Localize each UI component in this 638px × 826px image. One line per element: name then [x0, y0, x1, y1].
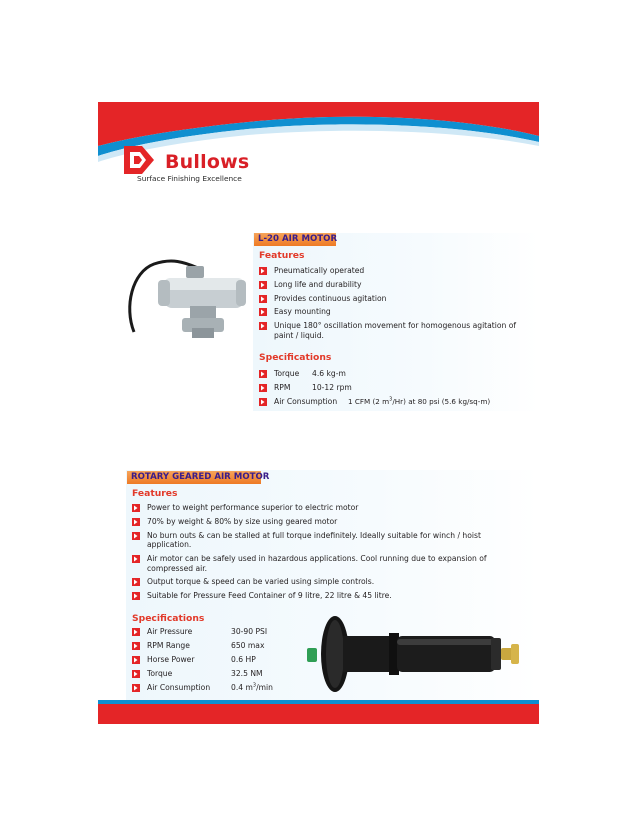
- l20-features-list: [259, 266, 529, 345]
- l20-features-heading: Features: [259, 250, 305, 261]
- bullet-icon: [259, 384, 267, 392]
- list-item: Unique 180° oscillation movement for homogenous agitation of paint / liquid.: [259, 321, 529, 340]
- footer-banner: [98, 700, 539, 724]
- rotary-spec-horse-power: [132, 655, 302, 665]
- bullet-icon: [132, 592, 140, 600]
- bullet-icon: [132, 684, 140, 692]
- bullet-icon: [259, 267, 267, 275]
- spec-label: RPM Range: [147, 641, 190, 650]
- l20-air-motor-image: [124, 252, 248, 344]
- bullet-icon: [259, 370, 267, 378]
- list-item: 70% by weight & 80% by size using geared motor: [132, 517, 492, 527]
- bullet-icon: [259, 308, 267, 316]
- list-item: Power to weight performance superior to electric motor: [132, 503, 492, 513]
- list-item: Air motor can be safely used in hazardous applications. Cool running due to expansion of compressed air.: [132, 554, 492, 573]
- rotary-air-motor-image: [305, 614, 525, 694]
- spec-label: Torque: [274, 369, 300, 378]
- rotary-spec-rpm-range: [132, 641, 302, 651]
- bullet-icon: [259, 281, 267, 289]
- bullet-icon: [132, 504, 140, 512]
- spec-value: 650 max: [231, 641, 265, 650]
- bullows-logo-icon: [121, 143, 159, 177]
- rotary-specs-heading: Specifications: [132, 613, 205, 624]
- list-item: Suitable for Pressure Feed Container of 9 litre, 22 litre & 45 litre.: [132, 591, 492, 601]
- l20-tag: L-20 AIR MOTOR: [254, 233, 336, 246]
- spec-label: RPM: [274, 383, 291, 392]
- bullet-icon: [132, 532, 140, 540]
- bullet-icon: [132, 578, 140, 586]
- spec-label: Horse Power: [147, 655, 195, 664]
- list-item: Output torque & speed can be varied using simple controls.: [132, 577, 492, 587]
- bullet-icon: [132, 518, 140, 526]
- l20-spec-rpm: [259, 383, 529, 393]
- list-item: No burn outs & can be stalled at full torque indefinitely. Ideally suitable for winch / hoist application.: [132, 531, 492, 550]
- bullet-icon: [259, 398, 267, 406]
- l20-specs-heading: Specifications: [259, 352, 332, 363]
- bullet-icon: [132, 670, 140, 678]
- spec-label: Air Consumption: [147, 683, 211, 692]
- rotary-features-heading: Features: [132, 488, 178, 499]
- spec-value: 10-12 rpm: [312, 383, 352, 392]
- rotary-spec-torque: [132, 669, 302, 679]
- bullet-icon: [132, 656, 140, 664]
- rotary-spec-air-pressure: [132, 627, 302, 637]
- spec-value: 0.4 $m^3/\min$: [231, 682, 273, 692]
- spec-value: 32.5 NM: [231, 669, 263, 678]
- spec-value: 0.6 HP: [231, 655, 256, 664]
- l20-spec-torque: [259, 369, 529, 379]
- spec-value: 1 CFM (2 $m^3/Hr$) at 80 psi (5.6 kg/sq-m): [348, 396, 491, 406]
- l20-spec-air-consumption: [259, 397, 534, 407]
- rotary-spec-air-consumption: [132, 683, 302, 693]
- list-item: Long life and durability: [259, 280, 529, 290]
- spec-value: 30-90 PSI: [231, 627, 268, 636]
- bullet-icon: [259, 295, 267, 303]
- spec-label: Air Consumption: [274, 397, 338, 406]
- list-item: Pneumatically operated: [259, 266, 529, 276]
- list-item: Easy mounting: [259, 307, 529, 317]
- bullet-icon: [132, 628, 140, 636]
- brand-tagline: Surface Finishing Excellence: [137, 174, 242, 183]
- bullet-icon: [132, 642, 140, 650]
- rotary-features-list: [132, 503, 492, 605]
- bullet-icon: [132, 555, 140, 563]
- bullet-icon: [259, 322, 267, 330]
- brand-name: Bullows: [165, 151, 250, 173]
- spec-label: Air Pressure: [147, 627, 193, 636]
- spec-label: Torque: [147, 669, 173, 678]
- spec-value: 4.6 kg-m: [312, 369, 346, 378]
- rotary-tag: ROTARY GEARED AIR MOTOR: [127, 471, 261, 484]
- list-item: Provides continuous agitation: [259, 294, 529, 304]
